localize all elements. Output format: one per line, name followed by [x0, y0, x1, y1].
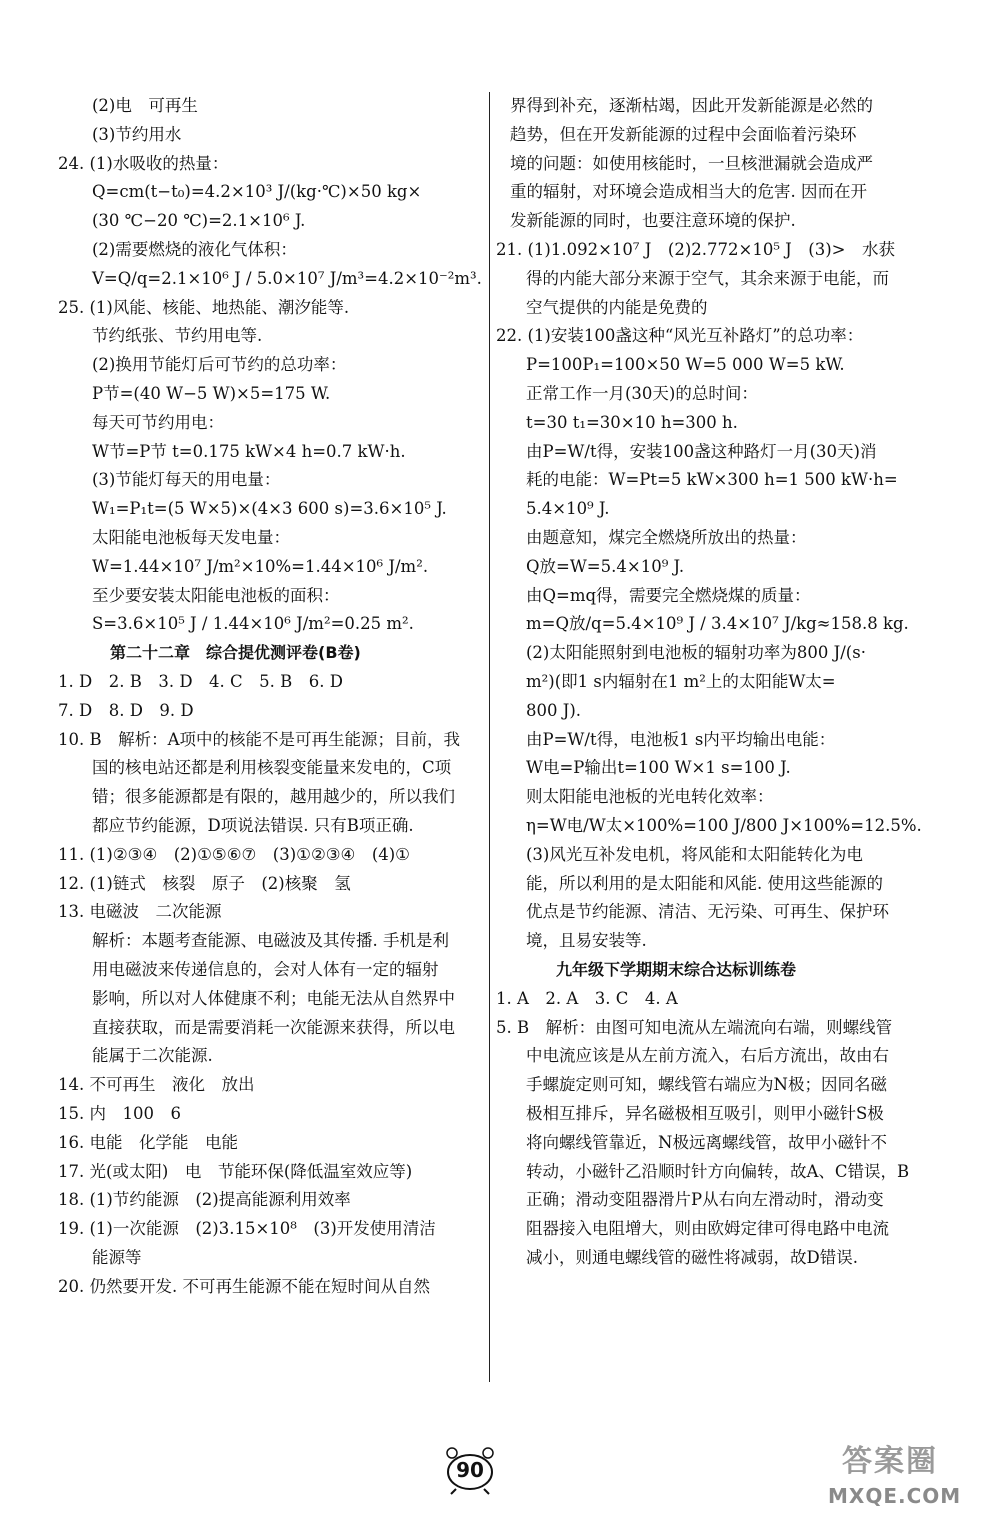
text-line: (30 ℃−20 ℃)=2.1×10⁶ J. — [92, 211, 306, 231]
text-line: W=1.44×10⁷ J/m²×10%=1.44×10⁶ J/m². — [92, 556, 429, 576]
text-line: 都应节约能源，D项说法错误. 只有B项正确. — [92, 816, 414, 835]
text-line: 16. 电能 化学能 电能 — [58, 1132, 238, 1152]
page-number: 90 — [456, 1458, 484, 1482]
text-line: 阻器接入电阻增大，则由欧姆定律可得电路中电流 — [526, 1219, 889, 1239]
text-line: 发新能源的同时，也要注意环境的保护. — [510, 211, 796, 231]
text-line: 极相互排斥，异名磁极相互吸引，则甲小磁针S极 — [526, 1104, 884, 1123]
text-line: 境，且易安装等. — [526, 931, 647, 951]
text-line: 转动，小磁针乙沿顺时针方向偏转，故A、C错误，B — [526, 1161, 910, 1181]
text-line: 11. (1)②③④ (2)①⑤⑥⑦ (3)①②③④ (4)① — [58, 844, 410, 864]
watermark — [828, 1430, 998, 1514]
text-line: 能源等 — [92, 1248, 142, 1267]
text-line: 手螺旋定则可知，螺线管右端应为N极；因同名磁 — [526, 1075, 887, 1095]
text-line: P=100P₁=100×50 W=5 000 W=5 kW. — [526, 355, 845, 375]
text-line: 5. B 解析：由图可知电流从左端流向右端，则螺线管 — [496, 1017, 893, 1037]
text-line: S=3.6×10⁵ J / 1.44×10⁶ J/m²=0.25 m². — [92, 614, 414, 634]
text-line: 12. (1)链式 核裂 原子 (2)核聚 氢 — [58, 873, 351, 893]
text-line: 国的核电站还都是利用核裂变能量来发电的，C项 — [92, 758, 452, 778]
text-line: 中电流应该是从左前方流入，右后方流出，故由右 — [526, 1046, 889, 1066]
text-line: 将向螺线管靠近，N极远离螺线管，故甲小磁针不 — [526, 1132, 887, 1152]
text-line: 5.4×10⁹ J. — [526, 499, 610, 519]
text-line: Q放=W=5.4×10⁹ J. — [526, 556, 685, 576]
text-line: 22. (1)安装100盏这种“风光互补路灯”的总功率： — [496, 326, 864, 346]
text-line: 13. 电磁波 二次能源 — [58, 902, 222, 922]
text-line: 20. 仍然要开发. 不可再生能源不能在短时间从自然 — [58, 1276, 430, 1296]
text-line: 1. A 2. A 3. C 4. A — [496, 988, 678, 1008]
text-line: (3)风光互补发电机，将风能和太阳能转化为电 — [526, 844, 863, 864]
watermark-logo: 答案圈 — [842, 1444, 938, 1479]
text-line: 由P=W/t得，安装100盏这种路灯一月(30天)消 — [526, 441, 877, 461]
text-line: (3)节约用水 — [92, 124, 182, 144]
text-line: 由Q=mq得，需要完全燃烧煤的质量： — [526, 585, 811, 605]
text-line: (3)节能灯每天的用电量： — [92, 470, 281, 490]
text-line: W₁=P₁t=(5 W×5)×(4×3 600 s)=3.6×10⁵ J. — [92, 499, 447, 519]
text-line: 太阳能电池板每天发电量： — [92, 528, 290, 547]
text-line: η=W电/W太×100%=100 J/800 J×100%=12.5%. — [526, 816, 922, 835]
text-line: 19. (1)一次能源 (2)3.15×10⁸ (3)开发使用清洁 — [58, 1219, 436, 1239]
text-line: 正常工作一月(30天)的总时间： — [526, 384, 758, 403]
text-line: m²)(即1 s内辐射在1 m²上的太阳能W太= — [526, 672, 836, 691]
text-line: 800 J). — [526, 700, 582, 720]
text-line: 影响，所以对人体健康不利；电能无法从自然界中 — [92, 988, 455, 1008]
text-line: m=Q放/q=5.4×10⁹ J / 3.4×10⁷ J/kg≈158.8 kg. — [526, 614, 909, 634]
text-line: 耗的电能：W=Pt=5 kW×300 h=1 500 kW·h= — [526, 470, 898, 490]
text-line: 则太阳能电池板的光电转化效率： — [526, 787, 774, 807]
text-line: (2)电 可再生 — [92, 96, 198, 115]
text-line: W节=P节 t=0.175 kW×4 h=0.7 kW·h. — [92, 441, 406, 461]
text-line: 14. 不可再生 液化 放出 — [58, 1075, 255, 1095]
text-line: 界得到补充，逐渐枯竭，因此开发新能源是必然的 — [510, 96, 873, 115]
watermark-url: MXQE.COM — [828, 1484, 962, 1508]
text-line: 1. D 2. B 3. D 4. C 5. B 6. D — [58, 672, 343, 691]
text-line: 24. (1)水吸收的热量： — [58, 153, 229, 173]
text-line: 正确；滑动变阻器滑片P从右向左滑动时，滑动变 — [526, 1190, 884, 1210]
text-line: 由题意知，煤完全燃烧所放出的热量： — [526, 528, 807, 547]
text-line: 境的问题：如使用核能时，一旦核泄漏就会造成严 — [510, 153, 873, 173]
text-line: P节=(40 W−5 W)×5=175 W. — [92, 384, 331, 403]
text-line: 由P=W/t得，电池板1 s内平均输出电能： — [526, 729, 836, 749]
text-line: 趋势，但在开发新能源的过程中会面临着污染环 — [510, 124, 857, 144]
text-line: (2)太阳能照射到电池板的辐射功率为800 J/(s· — [526, 643, 866, 663]
page-number-badge — [440, 1445, 500, 1495]
section-title: 第二十二章 综合提优测评卷(B卷) — [110, 643, 361, 663]
text-line: 错；很多能源都是有限的，越用越少的，所以我们 — [92, 787, 455, 807]
text-line: V=Q/q=2.1×10⁶ J / 5.0×10⁷ J/m³=4.2×10⁻²m³. — [92, 268, 482, 288]
text-line: 17. 光(或太阳) 电 节能环保(降低温室效应等) — [58, 1161, 413, 1181]
text-line: (2)换用节能灯后可节约的总功率： — [92, 355, 347, 375]
text-line: 10. B 解析：A项中的核能不是可再生能源；目前，我 — [58, 729, 461, 749]
text-line: 空气提供的内能是免费的 — [526, 297, 708, 317]
text-line: 15. 内 100 6 — [58, 1104, 181, 1123]
text-line: 7. D 8. D 9. D — [58, 700, 194, 720]
text-line: 至少要安装太阳能电池板的面积： — [92, 585, 340, 605]
text-line: W电=P输出t=100 W×1 s=100 J. — [526, 758, 791, 778]
text-line: 减小，则通电螺线管的磁性将减弱，故D错误. — [526, 1248, 858, 1267]
text-line: t=30 t₁=30×10 h=300 h. — [526, 412, 738, 432]
text-line: Q=cm(t−t₀)=4.2×10³ J/(kg·℃)×50 kg× — [92, 182, 422, 202]
text-line: 用电磁波来传递信息的，会对人体有一定的辐射 — [92, 960, 439, 979]
text-line: 25. (1)风能、核能、地热能、潮汐能等. — [58, 297, 350, 317]
text-line: 每天可节约用电： — [92, 412, 224, 432]
text-line: 直接获取，而是需要消耗一次能源来获得，所以电 — [92, 1017, 455, 1037]
text-line: 节约纸张、节约用电等. — [92, 326, 263, 346]
text-line: 解析：本题考查能源、电磁波及其传播. 手机是利 — [92, 931, 449, 951]
text-line: 能属于二次能源. — [92, 1046, 213, 1066]
text-line: 优点是节约能源、清洁、无污染、可再生、保护环 — [526, 902, 889, 922]
text-line: 得的内能大部分来源于空气，其余来源于电能，而 — [526, 268, 889, 288]
section-title: 九年级下学期期末综合达标训练卷 — [556, 960, 797, 979]
text-line: 18. (1)节约能源 (2)提高能源利用效率 — [58, 1190, 351, 1210]
text-line: 21. (1)1.092×10⁷ J (2)2.772×10⁵ J (3)> 水获 — [496, 240, 895, 259]
text-line: (2)需要燃烧的液化气体积： — [92, 240, 297, 259]
column-divider — [489, 92, 490, 1382]
text-line: 能，所以利用的是太阳能和风能. 使用这些能源的 — [526, 873, 883, 893]
text-line: 重的辐射，对环境会造成相当大的危害. 因而在开 — [510, 182, 867, 202]
